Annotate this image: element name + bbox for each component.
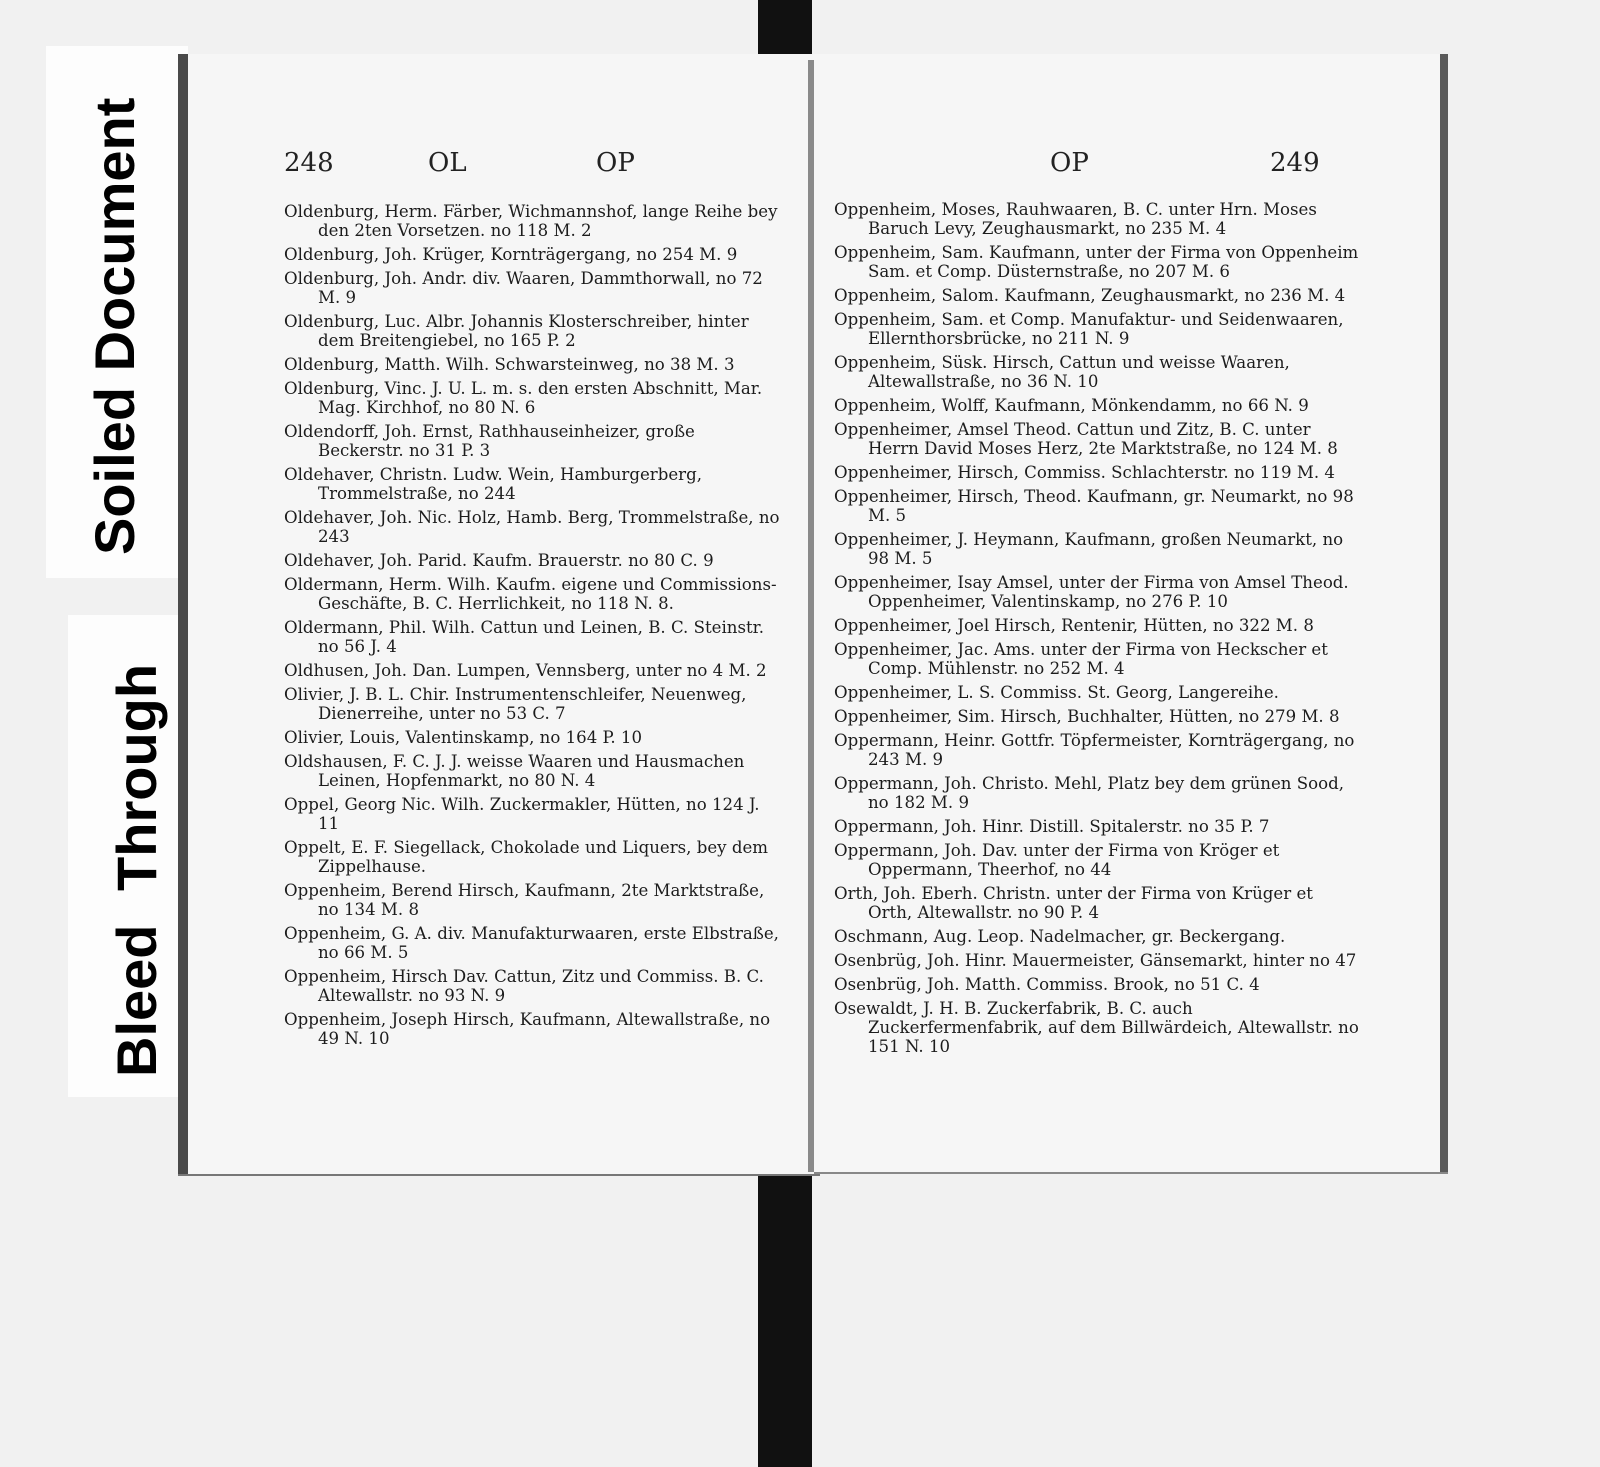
- directory-entry: Osenbrüg, Joh. Matth. Commiss. Brook, no 51 C. 4: [834, 975, 1260, 994]
- left-entries-list: [284, 202, 784, 1053]
- bleed-through-label: Bleed Through: [105, 663, 168, 1077]
- directory-entry: Oppenheim, Joseph Hirsch, Kaufmann, Altewallstraße, no 49 N. 10: [284, 1010, 771, 1048]
- directory-entry: Oppenheim, Wolff, Kaufmann, Mönkendamm, no 66 N. 9: [834, 396, 1309, 415]
- directory-entry: Oppenheim, Salom. Kaufmann, Zeughausmarkt, no 236 M. 4: [834, 286, 1346, 305]
- directory-entry: Oppenheim, Sam. Kaufmann, unter der Firma von Oppenheim Sam. et Comp. Düsternstraße, no 207 M. 6: [834, 243, 1359, 281]
- directory-entry: Oppenheimer, Jac. Ams. unter der Firma von Heckscher et Comp. Mühlenstr. no 252 M. 4: [834, 640, 1328, 678]
- directory-entry: Oldermann, Phil. Wilh. Cattun und Leinen, B. C. Steinstr. no 56 J. 4: [284, 618, 765, 656]
- directory-entry: Oldenburg, Joh. Krüger, Kornträgergang, no 254 M. 9: [284, 245, 738, 264]
- directory-entry: Oppenheimer, J. Heymann, Kaufmann, großen Neumarkt, no 98 M. 5: [834, 530, 1344, 568]
- directory-entry: Oppelt, E. F. Siegellack, Chokolade und Liquers, bey dem Zippelhause.: [284, 838, 769, 876]
- binding-strip-bottom: [758, 1172, 812, 1467]
- directory-entry: Oppenheim, Hirsch Dav. Cattun, Zitz und Commiss. B. C. Altewallstr. no 93 N. 9: [284, 967, 764, 1005]
- directory-entry: Oldehaver, Christn. Ludw. Wein, Hamburgerberg, Trommelstraße, no 244: [284, 465, 702, 503]
- directory-entry: Oppenheimer, Hirsch, Commiss. Schlachterstr. no 119 M. 4: [834, 463, 1335, 482]
- directory-entry: Oldehaver, Joh. Parid. Kaufm. Brauerstr. no 80 C. 9: [284, 551, 714, 570]
- directory-entry: Oppenheim, Moses, Rauhwaaren, B. C. unter Hrn. Moses Baruch Levy, Zeughausmarkt, no 235 M. 4: [834, 200, 1317, 238]
- directory-entry: Orth, Joh. Eberh. Christn. unter der Firma von Krüger et Orth, Altewallstr. no 90 P. 4: [834, 884, 1313, 922]
- directory-entry: Oppenheimer, Joel Hirsch, Rentenir, Hütten, no 322 M. 8: [834, 616, 1314, 635]
- directory-entry: Oldenburg, Luc. Albr. Johannis Klosterschreiber, hinter dem Breitengiebel, no 165 P. 2: [284, 312, 749, 350]
- directory-entry: Oppenheimer, Hirsch, Theod. Kaufmann, gr. Neumarkt, no 98 M. 5: [834, 487, 1354, 525]
- directory-entry: Oldenburg, Herm. Färber, Wichmannshof, lange Reihe bey den 2ten Vorsetzen. no 118 M. 2: [284, 202, 778, 240]
- right-page-number: 249: [1270, 148, 1320, 178]
- left-running-head-1: OL: [428, 148, 467, 178]
- directory-entry: Oldenburg, Joh. Andr. div. Waaren, Dammthorwall, no 72 M. 9: [284, 269, 763, 307]
- directory-entry: Oppenheim, G. A. div. Manufakturwaaren, erste Elbstraße, no 66 M. 5: [284, 924, 779, 962]
- directory-entry: Oppermann, Joh. Dav. unter der Firma von Kröger et Oppermann, Theerhof, no 44: [834, 841, 1280, 879]
- directory-entry: Oldenburg, Matth. Wilh. Schwarsteinweg, no 38 M. 3: [284, 355, 735, 374]
- directory-entry: Oppenheimer, Isay Amsel, unter der Firma von Amsel Theod. Oppenheimer, Valentinskamp, no 276 P. 10: [834, 573, 1349, 611]
- directory-entry: Osenbrüg, Joh. Hinr. Mauermeister, Gänsemarkt, hinter no 47: [834, 951, 1357, 970]
- left-page: [178, 54, 820, 1174]
- directory-entry: Oppenheimer, Sim. Hirsch, Buchhalter, Hütten, no 279 M. 8: [834, 707, 1340, 726]
- directory-entry: Oppermann, Heinr. Gottfr. Töpfermeister, Kornträgergang, no 243 M. 9: [834, 731, 1355, 769]
- directory-entry: Oldermann, Herm. Wilh. Kaufm. eigene und Commissions-Geschäfte, B. C. Herrlichkeit, no 118 N. 8.: [284, 575, 777, 613]
- directory-entry: Oldenburg, Vinc. J. U. L. m. s. den ersten Abschnitt, Mar. Mag. Kirchhof, no 80 N. 6: [284, 379, 763, 417]
- directory-entry: Oldshausen, F. C. J. J. weisse Waaren und Hausmachen Leinen, Hopfenmarkt, no 80 N. 4: [284, 752, 745, 790]
- directory-entry: Olivier, Louis, Valentinskamp, no 164 P. 10: [284, 728, 643, 747]
- left-running-head-2: OP: [596, 148, 635, 178]
- directory-entry: Oppermann, Joh. Christo. Mehl, Platz bey dem grünen Sood, no 182 M. 9: [834, 774, 1344, 812]
- directory-entry: Oldhusen, Joh. Dan. Lumpen, Vennsberg, unter no 4 M. 2: [284, 661, 767, 680]
- directory-entry: Oldehaver, Joh. Nic. Holz, Hamb. Berg, Trommelstraße, no 243: [284, 508, 780, 546]
- right-running-head: OP: [1050, 148, 1089, 178]
- right-entries-list: [834, 200, 1360, 1061]
- directory-entry: Osewaldt, J. H. B. Zuckerfabrik, B. C. auch Zuckerfermenfabrik, auf dem Billwärdeich, Altewallstr. no 151 N. 10: [834, 999, 1359, 1056]
- directory-entry: Oppenheimer, L. S. Commiss. St. Georg, Langereihe.: [834, 683, 1279, 702]
- left-page-number: 248: [284, 148, 334, 178]
- right-page: [814, 54, 1448, 1172]
- directory-entry: Olivier, J. B. L. Chir. Instrumentenschleifer, Neuenweg, Dienerreihe, unter no 53 C. 7: [284, 685, 747, 723]
- directory-entry: Oppenheim, Berend Hirsch, Kaufmann, 2te Marktstraße, no 134 M. 8: [284, 881, 765, 919]
- directory-entry: Oppenheim, Süsk. Hirsch, Cattun und weisse Waaren, Altewallstraße, no 36 N. 10: [834, 353, 1290, 391]
- directory-entry: Oppenheim, Sam. et Comp. Manufaktur- und Seidenwaaren, Ellernthorsbrücke, no 211 N. 9: [834, 310, 1344, 348]
- soiled-document-label: Soiled Document: [83, 97, 146, 555]
- directory-entry: Oppel, Georg Nic. Wilh. Zuckermakler, Hütten, no 124 J. 11: [284, 795, 760, 833]
- directory-entry: Oppenheimer, Amsel Theod. Cattun und Zitz, B. C. unter Herrn David Moses Herz, 2te Marktstraße, no 124 M. 8: [834, 420, 1338, 458]
- directory-entry: Oldendorff, Joh. Ernst, Rathhauseinheizer, große Beckerstr. no 31 P. 3: [284, 422, 695, 460]
- directory-entry: Oschmann, Aug. Leop. Nadelmacher, gr. Beckergang.: [834, 927, 1286, 946]
- directory-entry: Oppermann, Joh. Hinr. Distill. Spitalerstr. no 35 P. 7: [834, 817, 1270, 836]
